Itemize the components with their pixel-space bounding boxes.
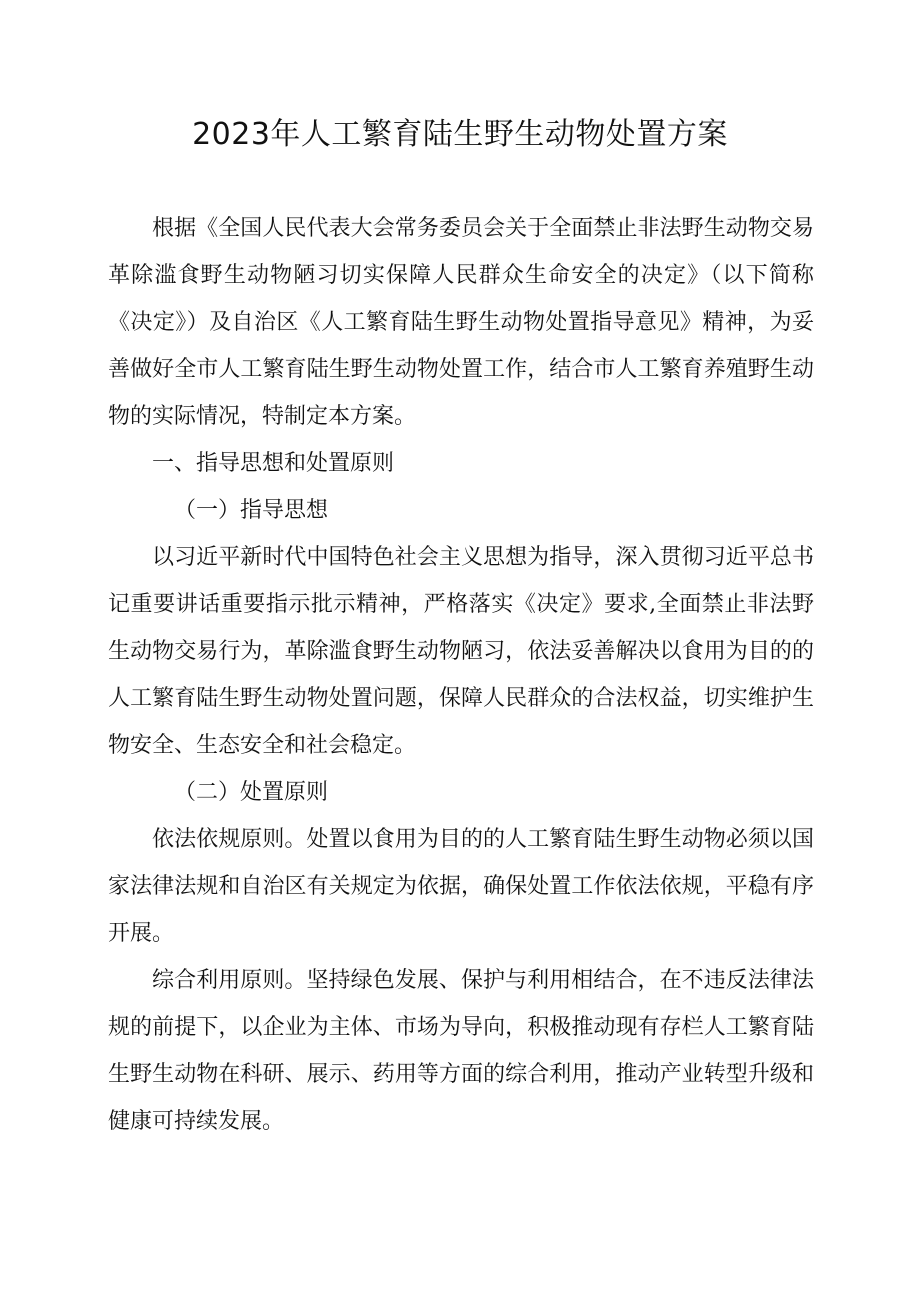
- principle-legal-paragraph: 依法依规原则。处置以食用为目的的人工繁育陆生野生动物必须以国家法律法规和自治区有关规定为依据，确保处置工作依法依规，平稳有序开展。: [108, 827, 814, 946]
- subsection-heading-guiding-thought: （一）指导思想: [174, 498, 329, 523]
- document-title: 2023年人工繁育陆生野生动物处置方案: [192, 117, 728, 152]
- subsection-heading-principles: （二）处置原则: [174, 780, 329, 805]
- guiding-thought-paragraph: 以习近平新时代中国特色社会主义思想为指导，深入贯彻习近平总书记重要讲话重要指示批示精神，严格落实《决定》要求,全面禁止非法野生动物交易行为，革除滥食野生动物陋习，依法妥善解决以食用为目的的人工繁育陆生野生动物处置问题，保障人民群众的合法权益，切实维护生物安全、生态安全和社会稳定。: [108, 545, 814, 758]
- principle-utilization-paragraph: 综合利用原则。坚持绿色发展、保护与利用相结合，在不违反法律法规的前提下，以企业为主体、市场为导向，积极推动现有存栏人工繁育陆生野生动物在科研、展示、药用等方面的综合利用，推动产业转型升级和健康可持续发展。: [108, 968, 814, 1134]
- intro-paragraph: 根据《全国人民代表大会常务委员会关于全面禁止非法野生动物交易革除滥食野生动物陋习切实保障人民群众生命安全的决定》（以下简称《决定》）及自治区《人工繁育陆生野生动物处置指导意见》精神，为妥善做好全市人工繁育陆生野生动物处置工作，结合市人工繁育养殖野生动物的实际情况，特制定本方案。: [108, 216, 814, 429]
- section-heading-1: 一、指导思想和处置原则: [152, 451, 395, 476]
- document-body: [108, 205, 814, 1145]
